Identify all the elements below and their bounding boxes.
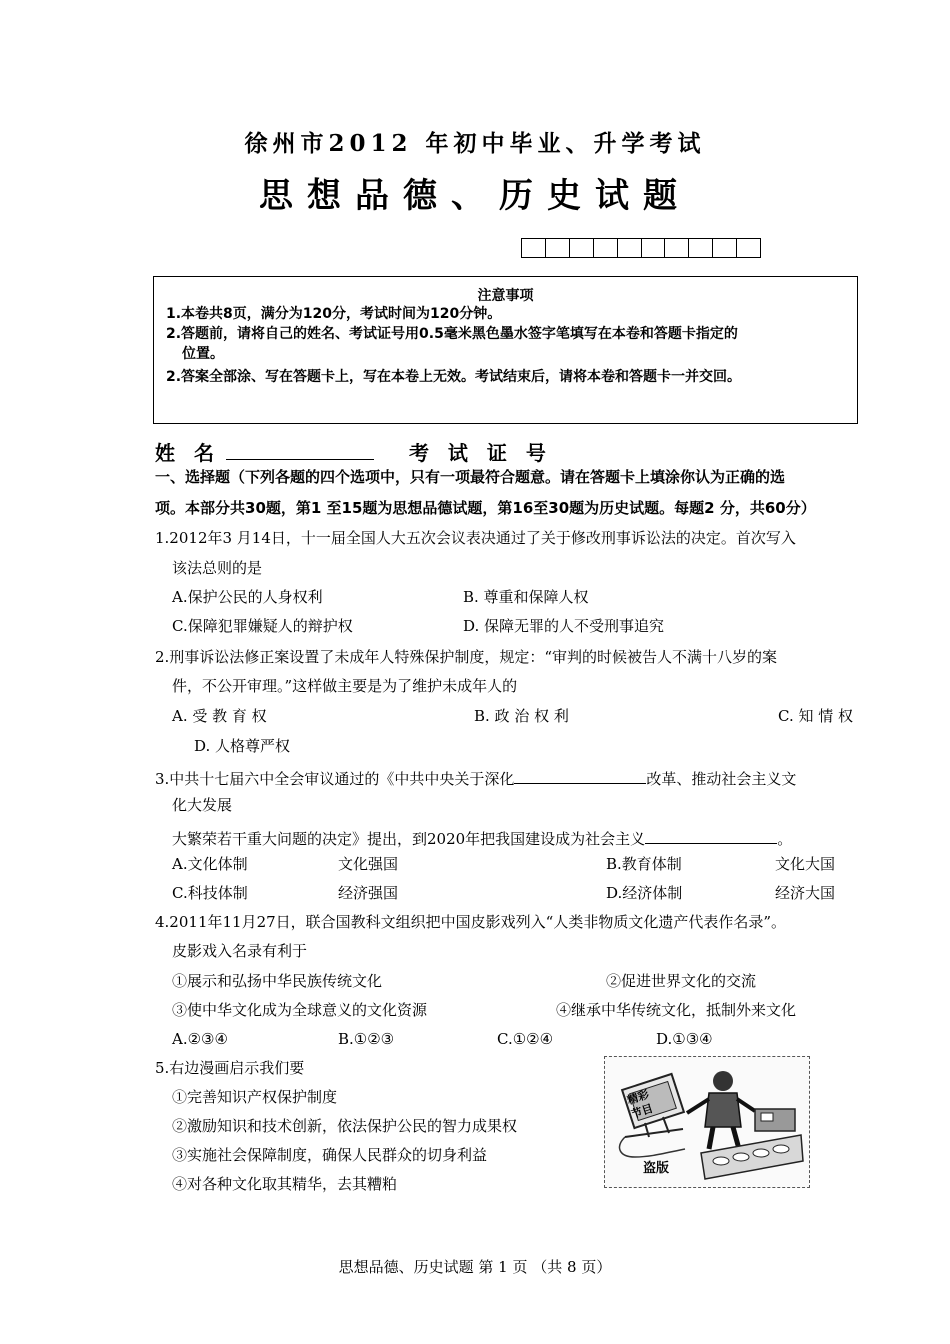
q3-stem-part1: 3.中共十七届六中全会审议通过的《中共中央关于深化 bbox=[155, 770, 515, 788]
name-field[interactable] bbox=[226, 441, 374, 460]
q2-option-b: B. 政 治 权 利 bbox=[474, 707, 569, 725]
q3-option-b-2: 文化大国 bbox=[775, 855, 836, 873]
q4-statement-2: ②促进世界文化的交流 bbox=[606, 972, 757, 990]
id-box[interactable] bbox=[594, 239, 618, 257]
exam-id-label: 考 试 证 号 bbox=[408, 441, 552, 465]
id-box[interactable] bbox=[546, 239, 570, 257]
section-heading-line1: 一、选择题（下列各题的四个选项中，只有一项最符合题意。请在答题卡上填涂你认为正确的选 bbox=[155, 468, 786, 486]
piracy-comic-image bbox=[604, 1056, 810, 1188]
q2-option-d: D. 人格尊严权 bbox=[194, 737, 291, 755]
id-box[interactable] bbox=[570, 239, 594, 257]
exam-id-boxes[interactable] bbox=[521, 238, 761, 258]
q4-option-a: A.②③④ bbox=[172, 1030, 228, 1048]
q1-stem: 1.2012年3 月14日，十一届全国人大五次会议表决通过了关于修改刑事诉讼法的决定。首次写入 bbox=[155, 529, 796, 547]
q3-option-d-1: D.经济体制 bbox=[606, 884, 683, 902]
notice-item: 2.答案全部涂、写在答题卡上，写在本卷上无效。考试结束后，请将本卷和答题卡一并交回。 bbox=[166, 369, 742, 385]
q5-stem: 5.右边漫画启示我们要 bbox=[155, 1059, 305, 1077]
notice-item: 位置。 bbox=[182, 346, 224, 362]
q4-stem: 4.2011年11月27日，联合国教科文组织把中国皮影戏列入“人类非物质文化遗产代表作名录”。 bbox=[155, 913, 786, 931]
section-heading-line2: 项。本部分共30题，第1 至15题为思想品德试题，第16至30题为历史试题。每题2 分，共60分） bbox=[155, 499, 816, 517]
q1-option-c: C.保障犯罪嫌疑人的辩护权 bbox=[172, 617, 353, 635]
q4-stem-cont: 皮影戏入名录有利于 bbox=[172, 942, 308, 960]
q4-option-d: D.①③④ bbox=[656, 1030, 713, 1048]
q1-stem-cont: 该法总则的是 bbox=[172, 559, 263, 577]
notice-box bbox=[153, 276, 858, 424]
q2-stem-cont: 件，不公开审理。”这样做主要是为了维护未成年人的 bbox=[172, 677, 518, 695]
q4-statement-4: ④继承中华传统文化，抵制外来文化 bbox=[556, 1001, 797, 1019]
q2-option-c: C. 知 情 权 bbox=[778, 707, 854, 725]
q3-stem-cont: 化大发展 bbox=[172, 796, 233, 814]
comic-drawing bbox=[605, 1057, 809, 1187]
q5-statement-1: ①完善知识产权保护制度 bbox=[172, 1088, 338, 1106]
q5-statement-4: ④对各种文化取其精华，去其糟粕 bbox=[172, 1175, 398, 1193]
q2-option-a: A. 受 教 育 权 bbox=[172, 707, 267, 725]
q3-option-a-2: 文化强国 bbox=[338, 855, 399, 873]
q3-option-b-1: B.教育体制 bbox=[606, 855, 682, 873]
id-box[interactable] bbox=[737, 239, 760, 257]
comic-sign-top: 精彩 bbox=[625, 1087, 651, 1108]
q3-blank-2[interactable] bbox=[645, 825, 777, 844]
exam-title-line1: 徐州市2012 年初中毕业、升学考试 bbox=[244, 130, 706, 157]
q3-stem-part2: 改革、推动社会主义文 bbox=[646, 770, 797, 788]
q5-statement-3: ③实施社会保障制度，确保人民群众的切身利益 bbox=[172, 1146, 488, 1164]
q3-stem-line3 bbox=[172, 825, 792, 849]
q4-statement-3: ③使中华文化成为全球意义的文化资源 bbox=[172, 1001, 428, 1019]
notice-item: 2.答题前，请将自己的姓名、考试证号用0.5毫米黑色墨水签字笔填写在本卷和答题卡指定的 bbox=[166, 326, 738, 342]
q4-statement-1: ①展示和弘扬中华民族传统文化 bbox=[172, 972, 383, 990]
q3-stem bbox=[155, 765, 796, 789]
q1-option-d: D. 保障无罪的人不受刑事追究 bbox=[463, 617, 665, 635]
q4-option-b: B.①②③ bbox=[338, 1030, 395, 1048]
candidate-line bbox=[155, 437, 552, 466]
q3-blank-1[interactable] bbox=[514, 765, 646, 784]
page-footer: 思想品德、历史试题 第 1 页 （共 8 页） bbox=[338, 1258, 612, 1276]
pirate-person-icon bbox=[687, 1071, 755, 1149]
q3-option-a-1: A.文化体制 bbox=[172, 855, 248, 873]
q4-option-c: C.①②④ bbox=[497, 1030, 554, 1048]
name-label: 姓 名 bbox=[155, 441, 220, 465]
comic-caption: 盗版 bbox=[643, 1161, 670, 1176]
q3-option-c-2: 经济强国 bbox=[338, 884, 399, 902]
q5-statement-2: ②激励知识和技术创新，依法保护公民的智力成果权 bbox=[172, 1117, 518, 1135]
q3-stem-part4: 。 bbox=[777, 830, 793, 848]
q1-option-a: A.保护公民的人身权利 bbox=[172, 588, 323, 606]
exam-title-line2: 思想品德、历史试题 bbox=[259, 176, 691, 216]
q2-stem: 2.刑事诉讼法修正案设置了未成年人特殊保护制度，规定：“审判的时候被告人不满十八岁的案 bbox=[155, 648, 777, 666]
comic-sign-bottom: 节目 bbox=[629, 1101, 655, 1122]
q1-option-b: B. 尊重和保障人权 bbox=[463, 588, 589, 606]
notice-title: 注意事项 bbox=[477, 288, 534, 304]
id-box[interactable] bbox=[713, 239, 737, 257]
id-box[interactable] bbox=[665, 239, 689, 257]
id-box[interactable] bbox=[689, 239, 713, 257]
id-box[interactable] bbox=[618, 239, 642, 257]
id-box[interactable] bbox=[642, 239, 666, 257]
q3-option-c-1: C.科技体制 bbox=[172, 884, 248, 902]
notice-item: 1.本卷共8页，满分为120分，考试时间为120分钟。 bbox=[166, 306, 502, 322]
id-box[interactable] bbox=[522, 239, 546, 257]
q3-stem-part3: 大繁荣若干重大问题的决定》提出，到2020年把我国建设成为社会主义 bbox=[172, 830, 646, 848]
q3-option-d-2: 经济大国 bbox=[775, 884, 836, 902]
